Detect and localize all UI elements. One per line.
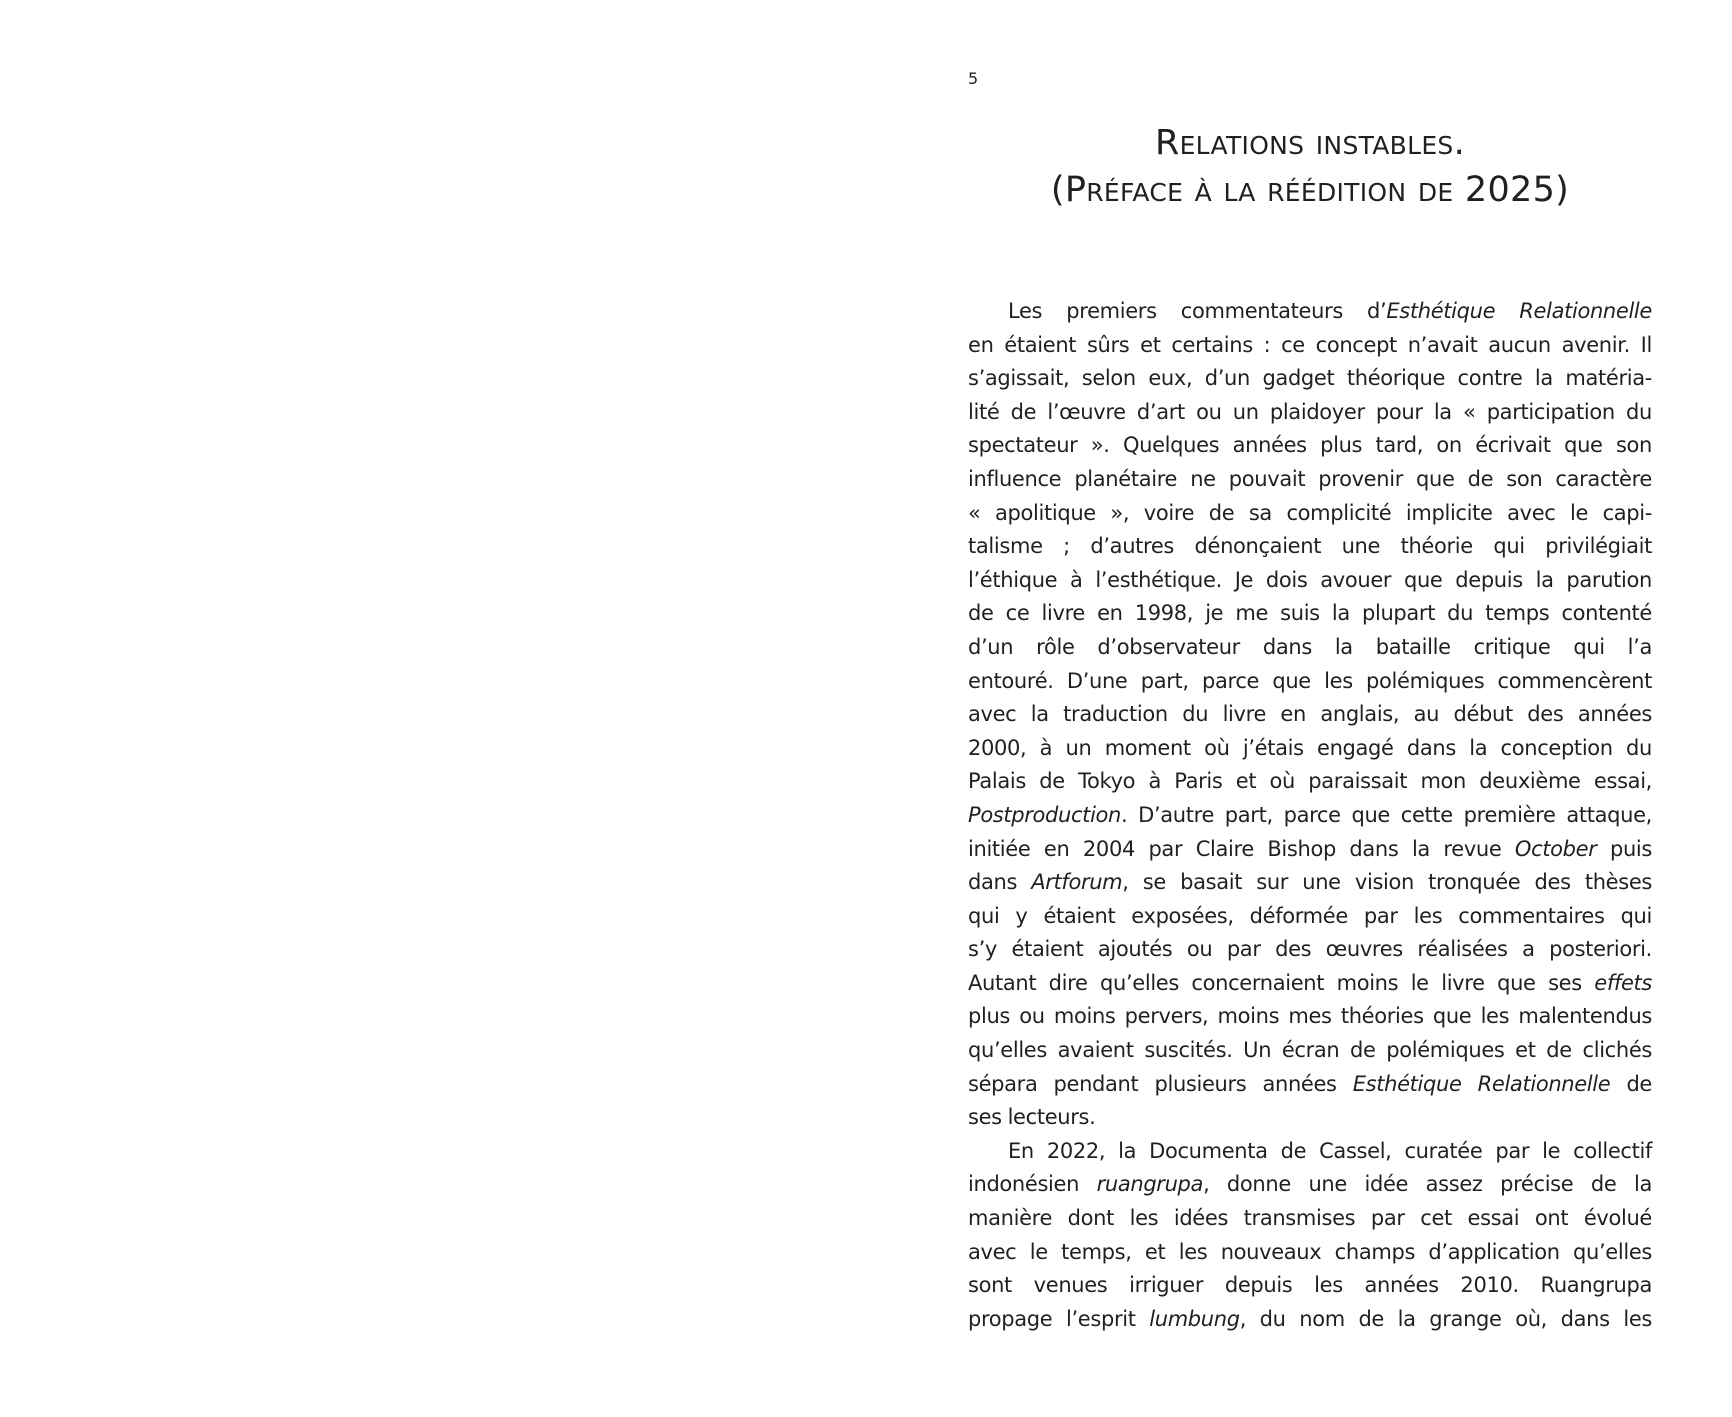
text-line (968, 463, 1652, 497)
text-line (968, 1202, 1652, 1236)
page-number: 5 (968, 69, 979, 88)
text-line (968, 1034, 1652, 1068)
text-segment: qu’elles avaient suscités. Un écran de polémiques et de clichés (968, 1038, 1652, 1063)
text-segment: qui y étaient exposées, déformée par les commentaires qui (968, 903, 1652, 928)
text-line (968, 362, 1652, 396)
text-segment: avec le temps, et les nouveaux champs d’application qu’elles (968, 1239, 1652, 1264)
text-line (968, 1000, 1652, 1034)
text-segment: plus ou moins pervers, moins mes théories que les malentendus (968, 1004, 1652, 1029)
text-line (968, 933, 1652, 967)
text-segment: sont venues irriguer depuis les années 2010. Ruangrupa (968, 1273, 1652, 1298)
text-segment: d’un rôle d’observateur dans la bataille critique qui l’a (968, 634, 1652, 659)
text-line (968, 866, 1652, 900)
text-segment: initiée en 2004 par Claire Bishop dans la revue (968, 836, 1515, 861)
italic-text: lumbung (1149, 1306, 1240, 1331)
body-text (968, 295, 1652, 1336)
text-segment: puis (1596, 836, 1652, 861)
text-segment: indonésien (968, 1172, 1097, 1197)
text-segment: manière dont les idées transmises par cet essai ont évolué (968, 1206, 1652, 1231)
text-segment: sépara pendant plusieurs années (968, 1071, 1353, 1096)
text-segment: l’éthique à l’esthétique. Je dois avouer que depuis la parution (968, 567, 1652, 592)
text-segment: Palais de Tokyo à Paris et où paraissait mon deuxième essai, (968, 769, 1652, 794)
text-line (968, 833, 1652, 867)
text-line (968, 597, 1652, 631)
italic-text: Esthétique Relationnelle (1386, 299, 1652, 323)
text-line (968, 1068, 1652, 1102)
text-segment: talisme ; d’autres dénonçaient une théorie qui privilégiait (968, 534, 1652, 559)
text-segment: Les premiers commentateurs d’ (1008, 299, 1387, 323)
text-segment: . D’autre part, parce que cette première attaque, (1121, 802, 1652, 827)
right-page (866, 0, 1732, 1417)
paragraph (968, 1135, 1652, 1337)
italic-text: Postproduction (968, 802, 1122, 827)
text-segment: « apolitique », voire de sa complicité implicite avec le capi- (968, 500, 1652, 525)
text-segment: propage l’esprit (968, 1306, 1150, 1331)
text-segment: , donne une idée assez précise de la (1203, 1172, 1652, 1197)
text-line (968, 765, 1652, 799)
text-line (968, 429, 1652, 463)
italic-text: Esthétique Relationnelle (1352, 1071, 1611, 1096)
italic-text: ruangrupa (1096, 1172, 1204, 1197)
text-line (968, 631, 1652, 665)
text-segment: , du nom de la grange où, dans les (1239, 1306, 1652, 1331)
text-line (968, 295, 1652, 329)
text-segment: , se basait sur une vision tronquée des thèses (1122, 870, 1652, 895)
italic-text: Artforum (1031, 870, 1123, 895)
text-segment: spectateur ». Quelques années plus tard, on écrivait que son (968, 433, 1652, 458)
text-segment: entouré. D’une part, parce que les polémiques commencèrent (968, 668, 1652, 693)
paragraph (968, 295, 1652, 1135)
text-line (968, 1168, 1652, 1202)
text-line (968, 564, 1652, 598)
italic-text: effets (1594, 970, 1652, 995)
chapter-title-line-1: Relations instables. (1154, 123, 1466, 163)
chapter-title-line-2: (Préface à la réédition de 2025) (1050, 170, 1570, 210)
text-line (968, 1236, 1652, 1270)
chapter-title (968, 120, 1652, 214)
text-segment: s’y étaient ajoutés ou par des œuvres réalisées a posteriori. (968, 937, 1652, 962)
text-segment: dans (968, 870, 1032, 895)
text-line (968, 799, 1652, 833)
text-line (968, 1303, 1652, 1337)
text-segment: s’agissait, selon eux, d’un gadget théorique contre la matéria- (968, 366, 1652, 391)
text-segment: Autant dire qu’elles concernaient moins le livre que ses (968, 970, 1595, 995)
text-line (968, 900, 1652, 934)
text-line (968, 1135, 1652, 1169)
text-line (968, 329, 1652, 363)
text-line (968, 665, 1652, 699)
text-segment: influence planétaire ne pouvait provenir que de son caractère (968, 466, 1652, 491)
text-line (968, 396, 1652, 430)
italic-text: October (1514, 836, 1597, 861)
text-segment: ses lecteurs. (968, 1105, 1096, 1130)
text-line (968, 967, 1652, 1001)
text-line (968, 732, 1652, 766)
text-segment: de (1610, 1071, 1652, 1096)
text-line (968, 1269, 1652, 1303)
text-segment: En 2022, la Documenta de Cassel, curatée par le collectif (1008, 1138, 1652, 1163)
text-line (968, 1101, 1652, 1135)
text-segment: en étaient sûrs et certains : ce concept n’avait aucun avenir. Il (968, 332, 1652, 357)
text-line (968, 530, 1652, 564)
text-line (968, 698, 1652, 732)
text-line (968, 497, 1652, 531)
text-segment: avec la traduction du livre en anglais, au début des années (968, 702, 1652, 727)
text-segment: 2000, à un moment où j’étais engagé dans la conception du (968, 735, 1652, 760)
text-segment: de ce livre en 1998, je me suis la plupart du temps contenté (968, 601, 1652, 626)
text-segment: lité de l’œuvre d’art ou un plaidoyer pour la « participation du (968, 399, 1652, 424)
